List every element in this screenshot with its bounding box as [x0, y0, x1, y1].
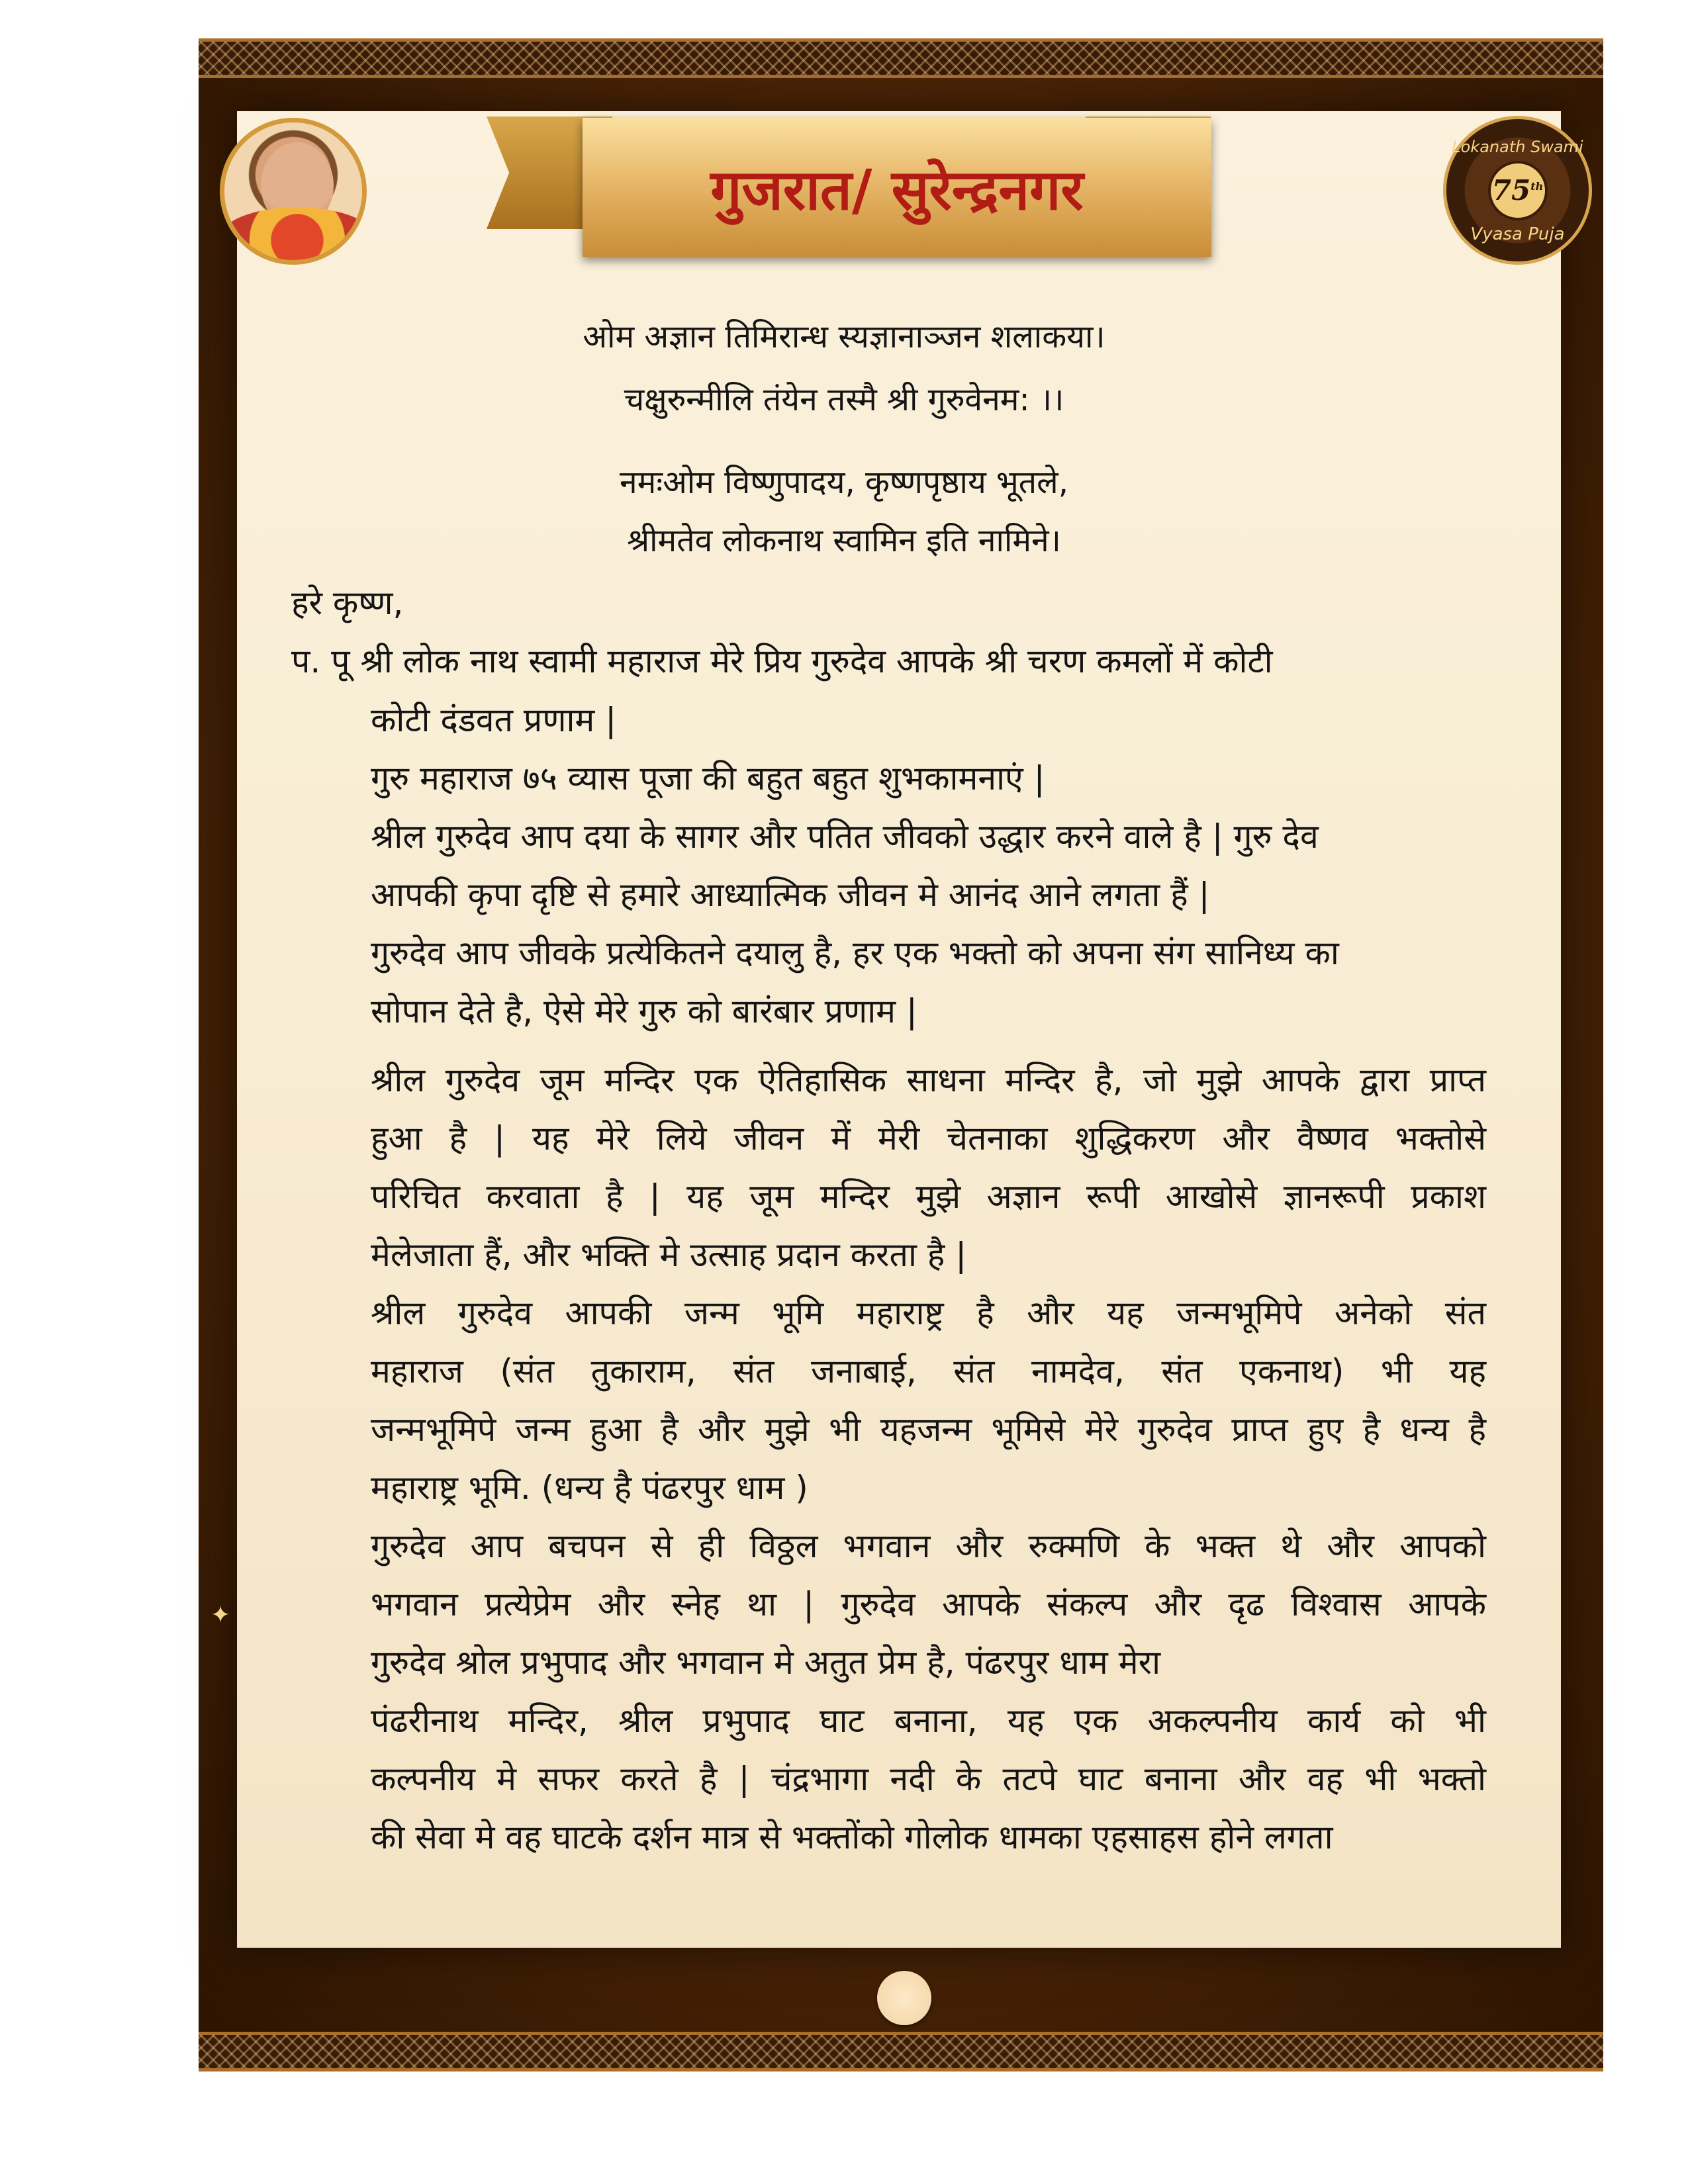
- paragraph-line: पंढरीनाथ मन्दिर, श्रील प्रभुपाद घाट बनाना, यह एक अकल्पनीय कार्य को भी: [371, 1702, 1486, 1740]
- letter-line: सोपान देते है, ऐसे मेरे गुरु को बारंबार प्रणाम |: [371, 992, 917, 1030]
- letter-line: आपकी कृपा दृष्टि से हमारे आध्यात्मिक जीवन मे आनंद आने लगता हैं |: [371, 876, 1210, 914]
- sparkle-icon: ✦: [211, 1602, 231, 1629]
- paragraph-pandharpur: [371, 1517, 1486, 1866]
- paragraph-line: परिचित करवाता है | यह जूम मन्दिर मुझे अज्ञान रूपी आखोसे ज्ञानरूपी प्रकाश: [371, 1177, 1486, 1216]
- verse-line: ओम अज्ञान तिमिरान्ध स्यज्ञानाञ्जन शलाकया।: [583, 318, 1105, 355]
- paragraph-line: श्रील गुरुदेव आपकी जन्म भूमि महाराष्ट्र है और यह जन्मभूमिपे अनेको संत: [371, 1294, 1486, 1332]
- paragraph-line: कल्पनीय मे सफर करते है | चंद्रभागा नदी के तटपे घाट बनाना और वह भी भक्तो: [371, 1760, 1486, 1798]
- verse-line: श्रीमतेव लोकनाथ स्वामिन इति नामिने।: [627, 522, 1061, 559]
- letter-line: कोटी दंडवत प्रणाम |: [371, 701, 617, 739]
- paragraph-line: हुआ है | यह मेरे लिये जीवन में मेरी चेतनाका शुद्धिकरण और वैष्णव भक्तोसे: [371, 1119, 1486, 1158]
- badge-bottom-text: Vyasa Puja: [1470, 224, 1565, 244]
- paragraph-line: महाराष्ट्र भूमि. (धन्य है पंढरपुर धाम ): [371, 1469, 808, 1507]
- badge-number: 75th: [1491, 174, 1544, 206]
- paragraph-maharashtra: [371, 1284, 1486, 1517]
- paragraph-line: जन्मभूमिपे जन्म हुआ है और मुझे भी यहजन्म भूमिसे मेरे गुरुदेव प्राप्त हुए है धन्य है: [371, 1410, 1486, 1449]
- page-ornament-circle: [877, 1971, 931, 2025]
- paragraph-zoom-temple: [371, 1051, 1486, 1284]
- salutation: प. पू श्री लोक नाथ स्वामी महाराज मेरे प्रिय गुरुदेव आपके श्री चरण कमलों में कोटी: [291, 642, 1273, 680]
- paragraph-line: गुरुदेव आप बचपन से ही विठ्ठल भगवान और रुक्मणि के भक्त थे और आपको: [371, 1527, 1486, 1565]
- letter-line: गुरुदेव आप जीवके प्रत्येकितने दयालु है, हर एक भक्तो को अपना संग सानिध्य का: [371, 934, 1339, 972]
- verse-line: चक्षुरुन्मीलि तंयेन तस्मै श्री गुरुवेनम: ।।: [624, 381, 1064, 418]
- greeting: हरे कृष्ण,: [291, 584, 404, 622]
- paragraph-line: मेलेजाता हैं, और भक्ति मे उत्साह प्रदान करता है |: [371, 1236, 967, 1274]
- paragraph-line: गुरुदेव श्रोल प्रभुपाद और भगवान मे अतुत प्रेम है, पंढरपुर धाम मेरा: [371, 1643, 1161, 1682]
- letter-line: गुरु महाराज ७५ व्यास पूजा की बहुत बहुत शुभकामनाएं |: [371, 759, 1045, 797]
- verse-line: नमःओम विष्णुपादय, कृष्णपृष्ठाय भूतले,: [620, 464, 1068, 501]
- badge-top-text: Lokanath Swami: [1452, 138, 1583, 156]
- paragraph-line: की सेवा मे वह घाटके दर्शन मात्र से भक्तोंको गोलोक धामका एहसाहस होने लगता: [371, 1818, 1333, 1856]
- paragraph-line: महाराज (संत तुकाराम, संत जनाबाई, संत नामदेव, संत एकनाथ) भी यह: [371, 1352, 1486, 1390]
- page-title: गुजरात/ सुरेन्द्रनगर: [710, 156, 1084, 222]
- letter-line: श्रील गुरुदेव आप दया के सागर और पतित जीवको उद्धार करने वाले है | गुरु देव: [371, 817, 1319, 856]
- paragraph-line: भगवान प्रत्येप्रेम और स्नेह था | गुरुदेव आपके संकल्प और दृढ विश्वास आपके: [371, 1585, 1486, 1623]
- paragraph-line: श्रील गुरुदेव जूम मन्दिर एक ऐतिहासिक साधना मन्दिर है, जो मुझे आपके द्वारा प्राप्त: [371, 1061, 1486, 1099]
